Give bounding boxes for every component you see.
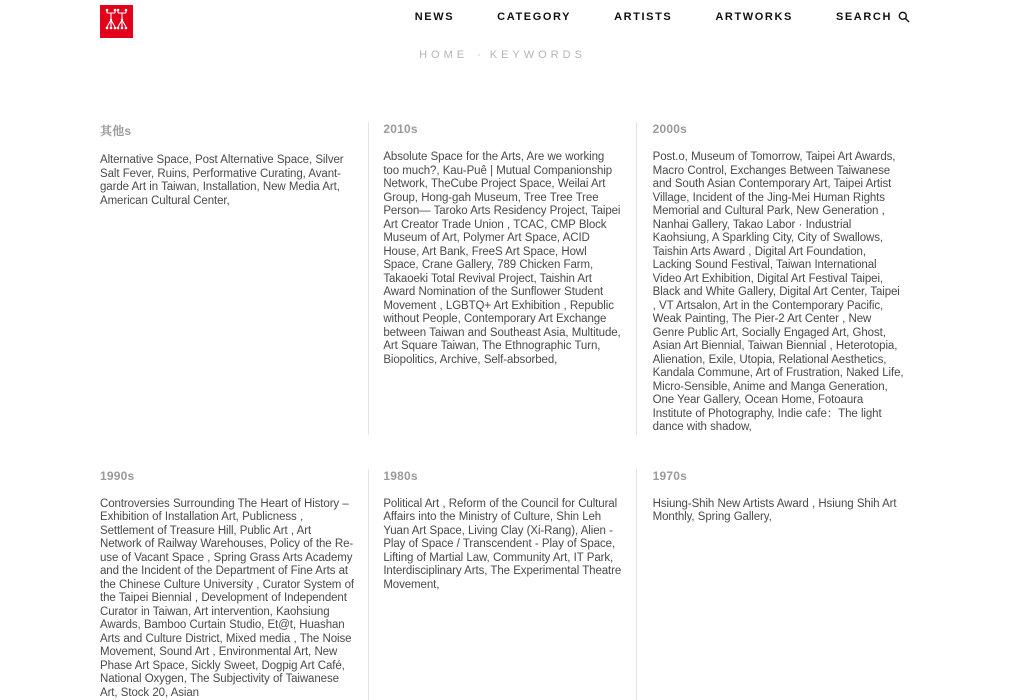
keyword-link[interactable]: Taipei Art Creator Trade Union ,: [383, 205, 620, 231]
keyword-link[interactable]: The Ethnographic Turn,: [482, 340, 600, 352]
keyword-link[interactable]: Absolute Space for the Arts,: [383, 151, 526, 163]
keyword-link[interactable]: Digital Art Foundation,: [755, 246, 866, 258]
keyword-link[interactable]: Naked Life,: [846, 367, 903, 379]
keyword-link[interactable]: ACID House,: [383, 232, 589, 258]
keyword-link[interactable]: Reform of the Council for Cultural Affairs into the Ministry of Culture,: [383, 498, 617, 524]
section-title: 1970s: [653, 469, 905, 483]
keyword-link[interactable]: Socially Engaged Art,: [742, 327, 853, 339]
keyword-link[interactable]: Indie cafe：The light dance with shadow,: [653, 408, 882, 434]
keyword-link[interactable]: Nanhai Gallery,: [653, 219, 733, 231]
keyword-link[interactable]: Ruins,: [157, 168, 192, 180]
keyword-link[interactable]: Curator System of the Taipei Biennial ,: [100, 579, 354, 605]
breadcrumb: [100, 49, 905, 61]
section-title: 其他s: [100, 122, 354, 139]
keyword-link[interactable]: Installation,: [203, 181, 263, 193]
keyword-link[interactable]: One Year Gallery,: [653, 394, 745, 406]
breadcrumb-separator: ·: [477, 49, 481, 61]
keyword-link[interactable]: Self-absorbed,: [484, 354, 557, 366]
keyword-section-2010s: [368, 122, 636, 435]
keyword-section-1970s: [637, 469, 905, 700]
keyword-link[interactable]: VT Artsalon,: [659, 300, 723, 312]
keyword-link[interactable]: The Noise Movement,: [100, 633, 351, 659]
keyword-link[interactable]: 789 Chicken Farm,: [497, 259, 593, 271]
keyword-link[interactable]: A Sparkling City,: [712, 232, 798, 244]
keyword-link[interactable]: Avant-garde Art in Taiwan,: [100, 168, 341, 194]
section-title: 1990s: [100, 469, 354, 483]
keyword-link[interactable]: Taipei Artist Village,: [653, 178, 892, 204]
breadcrumb-current: KEYWORDS: [490, 49, 586, 61]
keyword-link[interactable]: Are we working too much?,: [383, 151, 604, 177]
keyword-link[interactable]: Alternative Space,: [100, 154, 195, 166]
keyword-link[interactable]: Polymer Art Space,: [463, 232, 563, 244]
keyword-link[interactable]: Crane Gallery,: [422, 259, 497, 271]
keywords-content: [100, 122, 905, 700]
section-title: 2010s: [383, 122, 621, 136]
keyword-row-1: [100, 122, 905, 435]
keyword-link[interactable]: Kau-Puê | Mutual Companionship Network,: [383, 165, 612, 191]
nav-news-label: NEWS: [415, 11, 454, 23]
nav-artists-label: ARTISTS: [614, 11, 672, 23]
section-title: 1980s: [383, 469, 621, 483]
keyword-link[interactable]: Lacking Sound Festival,: [653, 259, 776, 271]
keyword-section-1990s: [100, 469, 368, 700]
keyword-link[interactable]: Taishin Arts Award ,: [653, 246, 755, 258]
keyword-link[interactable]: Silver Salt Fever,: [100, 154, 344, 180]
nav-search[interactable]: [836, 11, 910, 23]
keyword-link[interactable]: Museum of Tomorrow,: [691, 151, 806, 163]
keyword-link[interactable]: National Oxygen,: [100, 673, 190, 685]
keyword-link[interactable]: Post.o,: [653, 151, 691, 163]
keyword-link[interactable]: Asian: [171, 687, 199, 699]
search-icon: [898, 11, 910, 23]
keyword-link[interactable]: Political Art ,: [383, 498, 448, 510]
keyword-link[interactable]: The Subjectivity of Taiwanese Art,: [100, 673, 339, 699]
keyword-link[interactable]: Ghost,: [853, 327, 886, 339]
keyword-link[interactable]: New Media Art,: [263, 181, 340, 193]
keyword-link[interactable]: TheCube Project Space,: [431, 178, 558, 190]
keyword-link[interactable]: Exile,: [709, 354, 740, 366]
keyword-link[interactable]: The Experimental Theatre Movement,: [383, 565, 621, 591]
keyword-link[interactable]: Dogpig Art Café,: [262, 660, 345, 672]
keyword-link[interactable]: Art intervention,: [194, 606, 276, 618]
keyword-link[interactable]: Environmental Art,: [219, 646, 315, 658]
nav-category[interactable]: [497, 11, 571, 23]
keyword-link[interactable]: Biopolitics,: [383, 354, 439, 366]
keyword-link[interactable]: City of Swallows,: [797, 232, 883, 244]
section-title: 2000s: [653, 122, 905, 136]
keyword-link[interactable]: Post Alternative Space,: [195, 154, 315, 166]
keyword-link[interactable]: Art Network of Railway Warehouses,: [100, 525, 311, 551]
keyword-list: [100, 154, 354, 208]
keyword-link[interactable]: Republic without People,: [383, 300, 614, 326]
keyword-link[interactable]: Community Art,: [493, 552, 574, 564]
keyword-link[interactable]: Taiwan Biennial ,: [748, 340, 836, 352]
keyword-link[interactable]: FreeS Art Space,: [472, 246, 562, 258]
keyword-link[interactable]: Sound Art ,: [159, 646, 219, 658]
keyword-section-1980s: [368, 469, 636, 700]
keyword-link[interactable]: Spring Grass Arts Academy and the Incident of the Department of Fine Arts at the Chinese Culture University ,: [100, 552, 352, 591]
keyword-link[interactable]: Alien - Play of Space / Transcendent - Play of Space,: [383, 525, 615, 551]
keyword-link[interactable]: Art Bank,: [422, 246, 472, 258]
keyword-link[interactable]: Interdisciplinary Arts,: [383, 565, 490, 577]
keyword-link[interactable]: Bamboo Curtain Studio,: [144, 619, 268, 631]
keyword-list: [383, 498, 621, 593]
keyword-link[interactable]: Digital Art Center, Taipei ,: [653, 286, 900, 312]
nav-artists[interactable]: [614, 11, 672, 23]
keyword-list: [100, 498, 354, 700]
keyword-link[interactable]: Relational Aesthetics,: [778, 354, 886, 366]
keyword-link[interactable]: Black and White Gallery,: [653, 286, 780, 298]
brand-logo[interactable]: [100, 5, 133, 38]
keyword-row-2: [100, 469, 905, 700]
keyword-list: [653, 498, 905, 525]
keyword-link[interactable]: Public Art ,: [240, 525, 297, 537]
keyword-link[interactable]: TCAC,: [513, 219, 550, 231]
keyword-link[interactable]: Weilai Art Group,: [383, 178, 605, 204]
keyword-link[interactable]: Incident of the Jing-Mei Human Rights Memorial and Cultural Park,: [653, 192, 885, 218]
keyword-link[interactable]: Asian Art Biennial,: [653, 340, 748, 352]
breadcrumb-home-link[interactable]: HOME: [419, 49, 468, 61]
keyword-link[interactable]: LGBTQ+ Art Exhibition ,: [446, 300, 570, 312]
main-nav: [415, 0, 910, 34]
keyword-link[interactable]: Hsiung Shih Art Monthly,: [653, 498, 897, 524]
keyword-link[interactable]: Weak Painting,: [653, 313, 732, 325]
keyword-link[interactable]: New Phase Art Space,: [100, 646, 337, 672]
keyword-link[interactable]: CMP Block Museum of Art,: [383, 219, 606, 245]
keyword-link[interactable]: Living Clay (Xi-Rang),: [468, 525, 581, 537]
keyword-link[interactable]: Ocean Home,: [745, 394, 818, 406]
keyword-link[interactable]: Policy of the Re-use of Vacant Space ,: [100, 538, 353, 564]
keyword-link[interactable]: Exchanges Between Taiwanese and South Asian Contemporary Art,: [653, 165, 890, 191]
site-header: [0, 0, 1024, 44]
keyword-link[interactable]: Et@t,: [268, 619, 300, 631]
keyword-link[interactable]: Takao Labor · Industrial Kaohsiung,: [653, 219, 852, 245]
nav-news[interactable]: [415, 11, 454, 23]
keyword-link[interactable]: Howl Space,: [383, 246, 586, 272]
keyword-link[interactable]: Anime and Manga Generation,: [733, 381, 888, 393]
keyword-link[interactable]: Taiwan International Video Art Exhibition,: [653, 259, 877, 285]
keyword-link[interactable]: Controversies Surrounding The Heart of History – Exhibition of Installation Art,: [100, 498, 349, 524]
keyword-link[interactable]: Taishin Art Award Nomination of the Sunflower Student Movement ,: [383, 273, 603, 312]
keyword-link[interactable]: Hong-gah Museum,: [421, 192, 524, 204]
keyword-link[interactable]: Micro-Sensible,: [653, 381, 733, 393]
keyword-link[interactable]: Macro Control,: [653, 165, 731, 177]
keyword-link[interactable]: Lifting of Martial Law,: [383, 552, 493, 564]
keyword-list: [383, 151, 621, 367]
keyword-link[interactable]: Performative Curating,: [193, 168, 309, 180]
keyword-link[interactable]: Utopia,: [739, 354, 778, 366]
keyword-link[interactable]: Mixed media ,: [226, 633, 300, 645]
nav-artworks[interactable]: [715, 11, 793, 23]
keyword-link[interactable]: Huashan Arts and Culture District,: [100, 619, 345, 645]
keyword-link[interactable]: Sickly Sweet,: [191, 660, 262, 672]
keyword-link[interactable]: Kaohsiung Awards,: [100, 606, 330, 632]
keyword-link[interactable]: Hsiung-Shih New Artists Award ,: [653, 498, 819, 510]
tree-diagram-icon: [100, 5, 133, 38]
nav-category-label: CATEGORY: [497, 11, 571, 23]
keyword-link[interactable]: Publicness ,: [242, 511, 303, 523]
keyword-link[interactable]: Stock 20,: [121, 687, 171, 699]
keyword-link[interactable]: Taipei Art Awards,: [806, 151, 896, 163]
keyword-link[interactable]: Digital Art Festival Taipei,: [757, 273, 883, 285]
keyword-section-2000s: [637, 122, 905, 435]
keyword-link[interactable]: Shin Leh Yuan Art Space,: [383, 511, 601, 537]
keyword-link[interactable]: Art Square Taiwan,: [383, 340, 482, 352]
keyword-link[interactable]: Art of Frustration,: [756, 367, 847, 379]
keyword-link[interactable]: American Cultural Center,: [100, 195, 230, 207]
keyword-link[interactable]: Alienation,: [653, 354, 709, 366]
keyword-link[interactable]: Fotoaura Institute of Photography,: [653, 394, 864, 420]
nav-artworks-label: ARTWORKS: [715, 11, 793, 23]
keyword-link[interactable]: Multitude,: [572, 327, 621, 339]
keyword-link[interactable]: Tree Tree Tree Person— Taroko Arts Residency Project,: [383, 192, 598, 218]
keyword-link[interactable]: Takaoeki Total Revival Project,: [383, 273, 539, 285]
keyword-link[interactable]: Contemporary Art Exchange between Taiwan and Southeast Asia,: [383, 313, 606, 339]
keyword-link[interactable]: Archive,: [440, 354, 484, 366]
keyword-link[interactable]: The Pier-2 Art Center ,: [732, 313, 849, 325]
keyword-link[interactable]: Development of Independent Curator in Taiwan,: [100, 592, 347, 618]
nav-search-label: SEARCH: [836, 11, 892, 23]
keyword-link[interactable]: Spring Gallery,: [698, 511, 772, 523]
keyword-link[interactable]: IT Park,: [574, 552, 613, 564]
keyword-link[interactable]: Settlement of Treasure Hill,: [100, 525, 240, 537]
keyword-link[interactable]: Art in the Contemporary Pacific,: [723, 300, 883, 312]
keyword-list: [653, 151, 905, 435]
keyword-link[interactable]: Heterotopia,: [836, 340, 897, 352]
keyword-link[interactable]: Kandala Commune,: [653, 367, 756, 379]
keyword-link[interactable]: New Generation ,: [796, 205, 884, 217]
keyword-link[interactable]: New Genre Public Art,: [653, 313, 872, 339]
keyword-section-others: [100, 122, 368, 435]
